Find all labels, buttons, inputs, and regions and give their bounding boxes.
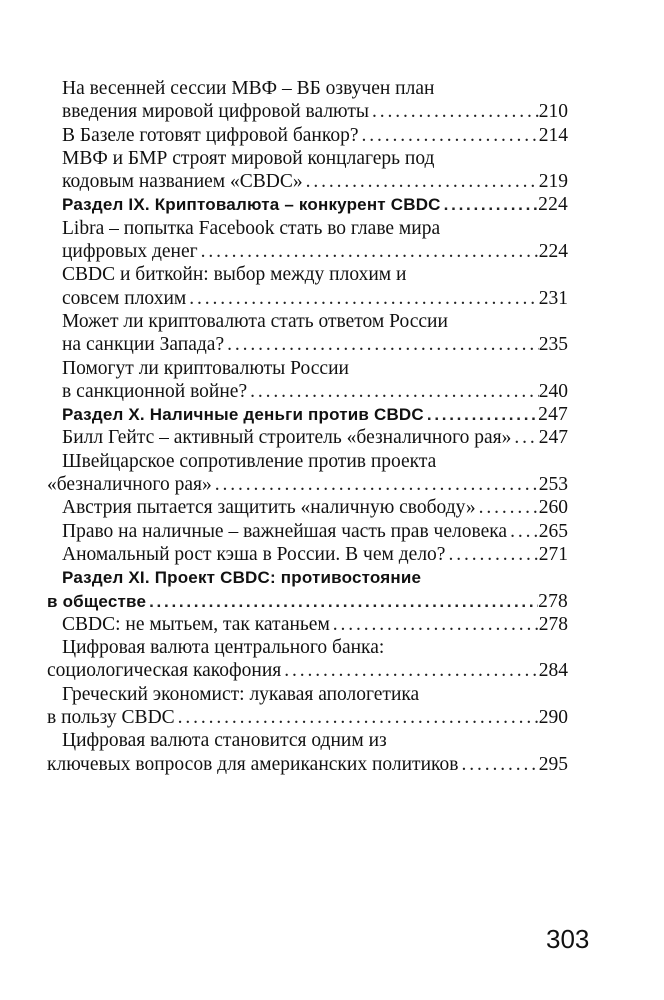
- dot-leader: [441, 193, 538, 216]
- toc-entry[interactable]: [62, 77, 568, 124]
- toc-entry-title-line: Цифровая валюта центрального банка:: [62, 637, 385, 659]
- table-of-contents: [47, 77, 568, 776]
- toc-entry[interactable]: [62, 613, 568, 636]
- dot-leader: [424, 403, 538, 426]
- toc-entry-page: 290: [538, 707, 568, 729]
- toc-entry-title-line: Билл Гейтс – активный строитель «безналичного рая»: [62, 427, 512, 449]
- dot-leader: [186, 287, 539, 310]
- toc-entry-page: 219: [538, 171, 568, 193]
- toc-entry[interactable]: [47, 636, 568, 683]
- toc-entry-title-line: МВФ и БМР строят мировой концлагерь под: [62, 147, 435, 169]
- toc-entry-title-line: в пользу CBDC: [47, 707, 175, 729]
- toc-entry-page: 271: [538, 543, 568, 565]
- toc-entry-page: 214: [538, 124, 568, 146]
- toc-entry-title-line: «безналичного рая»: [47, 474, 212, 496]
- toc-entry-title-line: Цифровая валюта становится одним из: [62, 730, 387, 752]
- toc-entry-page: 247: [538, 404, 568, 426]
- toc-entry-page: 278: [538, 590, 568, 612]
- toc-entry[interactable]: [62, 520, 568, 543]
- page-number: 303: [546, 924, 590, 954]
- toc-entry-page: 247: [538, 427, 568, 449]
- toc-entry-title-line: Аномальный рост кэша в России. В чем дело?: [62, 543, 446, 565]
- toc-entry-title-line: Может ли криптовалюта стать ответом России: [62, 310, 448, 332]
- toc-entry[interactable]: [62, 217, 568, 264]
- toc-entry[interactable]: [62, 263, 568, 310]
- dot-leader: [175, 706, 539, 729]
- toc-section-heading[interactable]: [47, 566, 568, 613]
- toc-entry-page: 235: [538, 334, 568, 356]
- toc-entry-page: 210: [538, 101, 568, 123]
- dot-leader: [358, 124, 538, 147]
- toc-entry[interactable]: [62, 310, 568, 357]
- dot-leader: [458, 753, 538, 776]
- toc-entry-page: 240: [538, 380, 568, 402]
- toc-section-heading[interactable]: [62, 193, 568, 216]
- toc-entry-title-line: Помогут ли криптовалюты России: [62, 357, 349, 379]
- toc-entry[interactable]: [62, 124, 568, 147]
- toc-entry-title-line: В Базеле готовят цифровой банкор?: [62, 124, 359, 146]
- toc-entry-title-line: совсем плохим: [62, 287, 187, 309]
- toc-entry-page: 231: [538, 287, 568, 309]
- toc-entry-page: 253: [538, 474, 568, 496]
- toc-entry-page: 260: [538, 497, 568, 519]
- toc-entry[interactable]: [47, 683, 568, 730]
- toc-entry-page: 224: [538, 241, 568, 263]
- dot-leader: [224, 333, 539, 356]
- dot-leader: [369, 100, 539, 123]
- toc-entry-title-line: на санкции Запада?: [62, 334, 225, 356]
- toc-entry-title-line: CBDC и биткойн: выбор между плохим и: [62, 264, 407, 286]
- toc-entry-title-line: Греческий экономист: лукавая апологетика: [62, 683, 420, 705]
- dot-leader: [146, 590, 538, 613]
- toc-section-title: Раздел X. Наличные деньги против CBDC: [62, 405, 424, 425]
- toc-entry-title-line: Право на наличные – важнейшая часть прав человека: [62, 520, 508, 542]
- toc-entry[interactable]: [62, 426, 568, 449]
- toc-entry-page: 265: [538, 520, 568, 542]
- toc-entry-title-line: введения мировой цифровой валюты: [62, 101, 369, 123]
- toc-entry-title-line: Швейцарское сопротивление против проекта: [62, 450, 437, 472]
- toc-entry[interactable]: [47, 450, 568, 497]
- toc-entry-title-line: в санкционной войне?: [62, 380, 248, 402]
- toc-entry-page: 278: [538, 613, 568, 635]
- toc-entry-title-line: социологическая какофония: [47, 660, 282, 682]
- toc-entry-page: 224: [538, 194, 568, 216]
- dot-leader: [476, 496, 539, 519]
- toc-entry[interactable]: [62, 357, 568, 404]
- toc-entry-title-line: Libra – попытка Facebook стать во главе мира: [62, 217, 441, 239]
- toc-entry[interactable]: [62, 147, 568, 194]
- toc-entry-title-line: ключевых вопросов для американских политиков: [47, 753, 459, 775]
- dot-leader: [511, 426, 538, 449]
- toc-entry-title-line: На весенней сессии МВФ – ВБ озвучен план: [62, 78, 435, 99]
- toc-section-title: в обществе: [47, 591, 147, 611]
- dot-leader: [198, 240, 539, 263]
- toc-entry-page: 295: [538, 753, 568, 775]
- toc-entry[interactable]: [47, 729, 568, 776]
- toc-entry[interactable]: [62, 496, 568, 519]
- toc-entry-title-line: цифровых денег: [62, 241, 198, 263]
- toc-section-title: Раздел IX. Криптовалюта – конкурент CBDC: [62, 195, 441, 215]
- toc-entry-page: 284: [538, 660, 568, 682]
- toc-section-title: Раздел XI. Проект CBDC: противостояние: [62, 568, 422, 588]
- dot-leader: [212, 473, 539, 496]
- toc-section-heading[interactable]: [62, 403, 568, 426]
- toc-entry-title-line: CBDC: не мытьем, так катаньем: [62, 613, 330, 635]
- toc-entry-title-line: Австрия пытается защитить «наличную свободу»: [62, 497, 476, 519]
- dot-leader: [281, 659, 538, 682]
- dot-leader: [507, 520, 539, 543]
- toc-entry[interactable]: [62, 543, 568, 566]
- toc-entry-title-line: кодовым названием «CBDC»: [62, 171, 303, 193]
- dot-leader: [330, 613, 539, 636]
- dot-leader: [303, 170, 539, 193]
- dot-leader: [445, 543, 538, 566]
- dot-leader: [247, 380, 539, 403]
